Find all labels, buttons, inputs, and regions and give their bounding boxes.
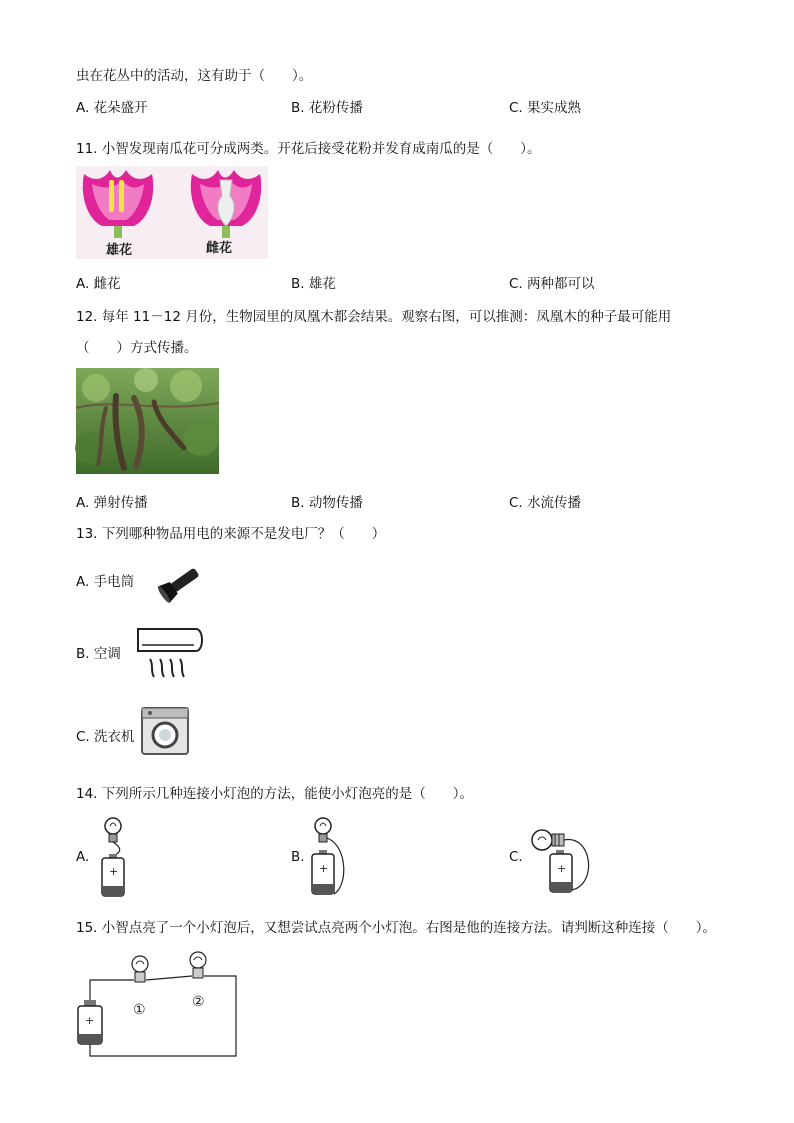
- male-flower-label: 雄花: [106, 243, 133, 258]
- air-conditioner-icon: [134, 623, 206, 685]
- q10-stem: 虫在花丛中的活动，这有助于（ ）。: [76, 68, 313, 84]
- battery-icon: [78, 1000, 102, 1044]
- bulb-1-label: ①: [133, 1002, 146, 1018]
- q13-option-b[interactable]: B. 空调: [76, 646, 121, 662]
- svg-text:+: +: [557, 862, 567, 875]
- q13-option-c[interactable]: C. 洗衣机: [76, 729, 135, 745]
- series-circuit-diagram: [76, 950, 238, 1058]
- q15-stem: 15. 小智点亮了一个小灯泡后，又想尝试点亮两个小灯泡。右图是他的连接方法。请判断这种连接（ ）。: [76, 920, 717, 936]
- bulb-1-icon: [132, 956, 148, 982]
- q11-option-c[interactable]: C. 两种都可以: [509, 276, 595, 292]
- q10-option-a[interactable]: A. 花朵盛开: [76, 100, 148, 116]
- q10-option-b[interactable]: B. 花粉传播: [291, 100, 363, 116]
- circuit-c-battery-bulb-icon: [528, 824, 600, 896]
- q11-option-b[interactable]: B. 雄花: [291, 276, 336, 292]
- circuit-b-battery-bulb-icon: [308, 816, 352, 900]
- bulb-2-icon: [190, 952, 206, 978]
- q11-stem: 11. 小智发现南瓜花可分成两类。开花后接受花粉并发育成南瓜的是（ ）。: [76, 141, 541, 157]
- q13-stem: 13. 下列哪种物品用电的来源不是发电厂？（ ）: [76, 526, 386, 542]
- q12-option-b[interactable]: B. 动物传播: [291, 495, 363, 511]
- female-flower-label: 雌花: [206, 241, 233, 256]
- circuit-a-battery-bulb-icon: [98, 816, 134, 900]
- q14-option-b[interactable]: B.: [291, 849, 305, 865]
- q10-option-c[interactable]: C. 果实成熟: [509, 100, 582, 116]
- q12-option-a[interactable]: A. 弹射传播: [76, 495, 148, 511]
- female-flower-icon: [191, 170, 261, 238]
- svg-text:+: +: [109, 865, 119, 878]
- q13-option-a[interactable]: A. 手电筒: [76, 574, 135, 590]
- male-flower-icon: [83, 170, 153, 238]
- flashlight-icon: [156, 562, 208, 602]
- q11-option-a[interactable]: A. 雌花: [76, 276, 121, 292]
- q14-stem: 14. 下列所示几种连接小灯泡的方法，能使小灯泡亮的是（ ）。: [76, 786, 474, 802]
- pumpkin-flowers-image: [76, 166, 268, 259]
- q12-stem-line1: 12. 每年 11－12 月份，生物园里的凤凰木都会结果。观察右图，可以推测：凤凰木的种子最可能用: [76, 309, 672, 325]
- q14-option-a[interactable]: A.: [76, 849, 90, 865]
- svg-text:+: +: [85, 1014, 95, 1027]
- washing-machine-icon: [138, 702, 192, 756]
- phoenix-tree-pods-photo: [76, 368, 219, 474]
- q12-option-c[interactable]: C. 水流传播: [509, 495, 582, 511]
- bulb-2-label: ②: [192, 994, 205, 1010]
- svg-text:+: +: [319, 862, 329, 875]
- q12-stem-line2: （ ）方式传播。: [76, 340, 198, 356]
- q14-option-c[interactable]: C.: [509, 849, 523, 865]
